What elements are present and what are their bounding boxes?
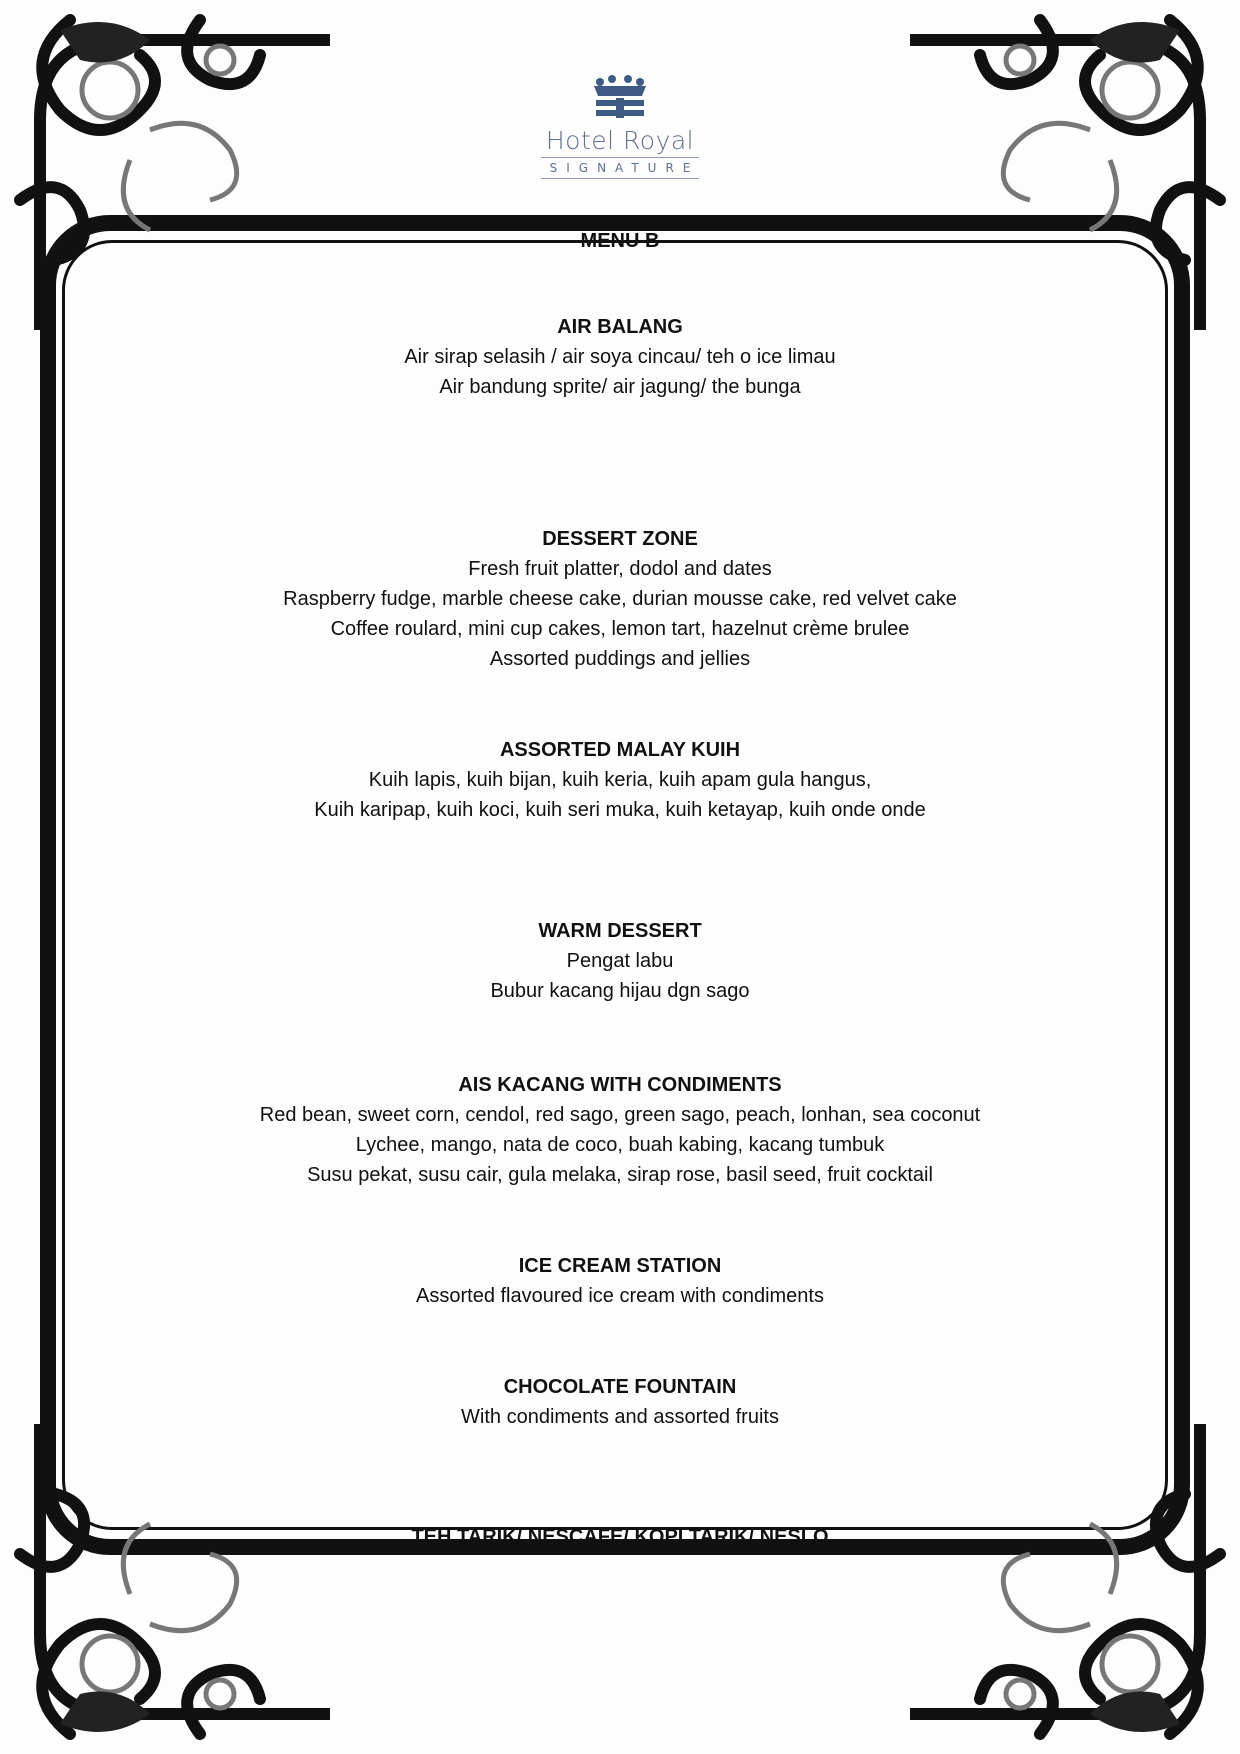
menu-line: Raspberry fudge, marble cheese cake, durian mousse cake, red velvet cake (283, 588, 957, 610)
section-heading: AIR BALANG (557, 316, 683, 338)
menu-title: MENU B (580, 230, 660, 252)
menu-line: Air bandung sprite/ air jagung/ the bunga (439, 376, 801, 398)
hotel-brand-subtitle: SIGNATURE (541, 157, 700, 179)
menu-section-warm-dessert (150, 916, 1090, 1006)
menu-section-ais-kacang (150, 1070, 1090, 1190)
section-heading: CHOCOLATE FOUNTAIN (503, 1376, 737, 1398)
menu-section-malay-kuih (150, 735, 1090, 825)
crown-hotel-logo-icon (590, 74, 650, 122)
decorative-frame-inner (62, 240, 1168, 1530)
menu-section-beverages (150, 1522, 1090, 1552)
menu-line: Assorted puddings and jellies (489, 648, 751, 670)
menu-section-chocolate-fountain (150, 1372, 1090, 1432)
section-heading: DESSERT ZONE (542, 528, 698, 550)
ornament-corner-icon (0, 0, 330, 330)
menu-line: With condiments and assorted fruits (461, 1406, 779, 1428)
menu-line: Susu pekat, susu cair, gula melaka, sirap rose, basil seed, fruit cocktail (307, 1164, 933, 1186)
menu-line: Red bean, sweet corn, cendol, red sago, green sago, peach, lonhan, sea coconut (259, 1104, 981, 1126)
section-heading: AIS KACANG WITH CONDIMENTS (458, 1074, 782, 1096)
section-heading: ICE CREAM STATION (518, 1255, 722, 1277)
menu-line: Bubur kacang hijau dgn sago (490, 980, 750, 1002)
ornament-corner-icon (0, 1424, 330, 1754)
menu-line: Fresh fruit platter, dodol and dates (468, 558, 772, 580)
menu-line: Coffee roulard, mini cup cakes, lemon tart, hazelnut crème brulee (330, 618, 910, 640)
menu-line: Assorted flavoured ice cream with condiments (416, 1285, 824, 1307)
menu-line: Kuih lapis, kuih bijan, kuih keria, kuih apam gula hangus, (368, 769, 872, 791)
menu-line: Pengat labu (566, 950, 674, 972)
hotel-brand-name: Hotel Royal (545, 126, 695, 155)
section-heading: ASSORTED MALAY KUIH (499, 739, 741, 761)
ornament-corner-icon (910, 0, 1240, 330)
menu-section-dessert-zone (150, 524, 1090, 674)
hotel-logo (520, 74, 720, 179)
ornament-corner-icon (910, 1424, 1240, 1754)
menu-section-air-balang (150, 312, 1090, 402)
menu-line: Lychee, mango, nata de coco, buah kabing, kacang tumbuk (355, 1134, 885, 1156)
menu-line: Kuih karipap, kuih koci, kuih seri muka, kuih ketayap, kuih onde onde (314, 799, 926, 821)
menu-section-ice-cream (150, 1251, 1090, 1311)
section-heading: TEH TARIK/ NESCAFE/ KOPI TARIK/ NESLO (411, 1526, 829, 1548)
menu-line: Air sirap selasih / air soya cincau/ teh o ice limau (404, 346, 836, 368)
section-heading: WARM DESSERT (538, 920, 702, 942)
